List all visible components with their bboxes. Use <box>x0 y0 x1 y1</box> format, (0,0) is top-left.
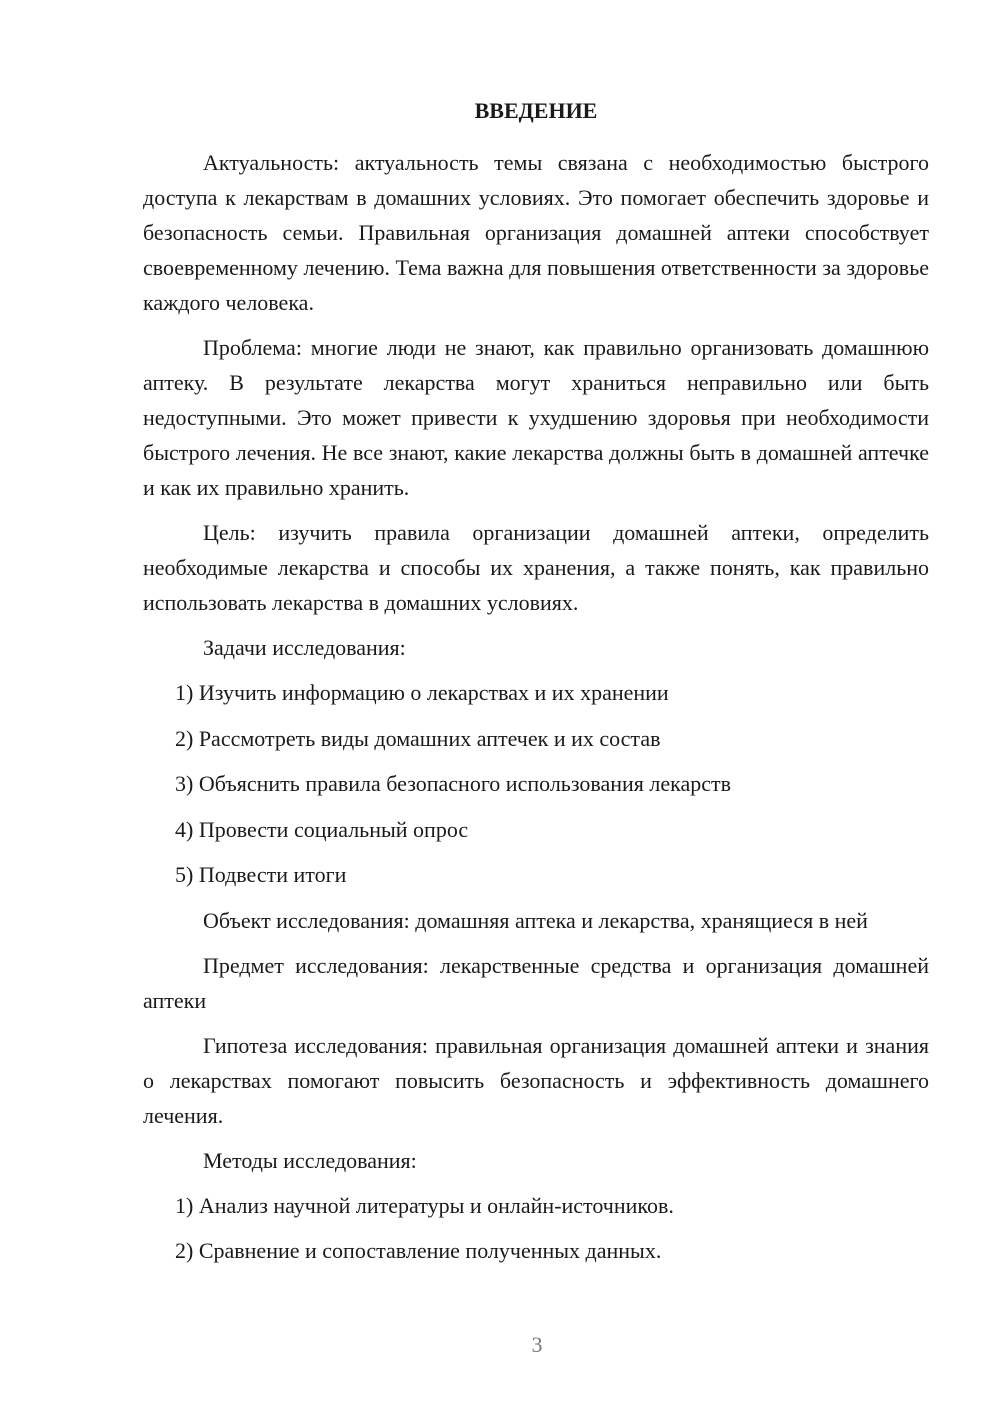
relevance-paragraph: Актуальность: актуальность темы связана с необходимостью быстрого доступа к лекарствам в домашних условиях. Это помогает обеспечить здоровье и безопасность семьи. Правильная организация домашней аптеки способствует своевременному лечению. Тема важна для повышения ответственности за здоровье каждого человека. <box>143 150 929 315</box>
task-item: 2) Рассмотреть виды домашних аптечек и их состав <box>175 725 661 751</box>
task-item: 3) Объяснить правила безопасного использования лекарств <box>175 771 732 796</box>
subject-paragraph: Предмет исследования: лекарственные средства и организация домашней аптеки <box>143 952 929 1013</box>
goal-paragraph: Цель: изучить правила организации домашней аптеки, определить необходимые лекарства и способы их хранения, а также понять, как правильно использовать лекарства в домашних условиях. <box>143 520 929 615</box>
problem-paragraph: Проблема: многие люди не знают, как правильно организовать домашнюю аптеку. В результате лекарства могут храниться неправильно или быть недоступными. Это может привести к ухудшению здоровья при необходимости быстрого лечения. Не все знают, какие лекарства должны быть в домашней аптечке и как их правильно хранить. <box>143 335 929 500</box>
methods-list <box>143 1188 929 1269</box>
task-item: 4) Провести социальный опрос <box>175 816 469 842</box>
hypothesis-paragraph: Гипотеза исследования: правильная организация домашней аптеки и знания о лекарствах помогают повысить безопасность и эффективность домашнего лечения. <box>143 1032 929 1128</box>
tasks-list <box>143 675 929 892</box>
document-page <box>143 96 929 1279</box>
object-paragraph: Объект исследования: домашняя аптека и лекарства, хранящиеся в ней <box>203 907 868 933</box>
methods-heading: Методы исследования: <box>203 1147 417 1173</box>
method-item: 1) Анализ научной литературы и онлайн-источников. <box>175 1192 674 1218</box>
task-item: 5) Подвести итоги <box>175 862 347 887</box>
task-item: 1) Изучить информацию о лекарствах и их хранении <box>175 680 669 705</box>
page-number: 3 <box>531 1332 543 1357</box>
method-item: 2) Сравнение и сопоставление полученных данных. <box>175 1238 662 1263</box>
section-title: ВВЕДЕНИЕ <box>474 98 598 123</box>
tasks-heading: Задачи исследования: <box>203 635 406 660</box>
